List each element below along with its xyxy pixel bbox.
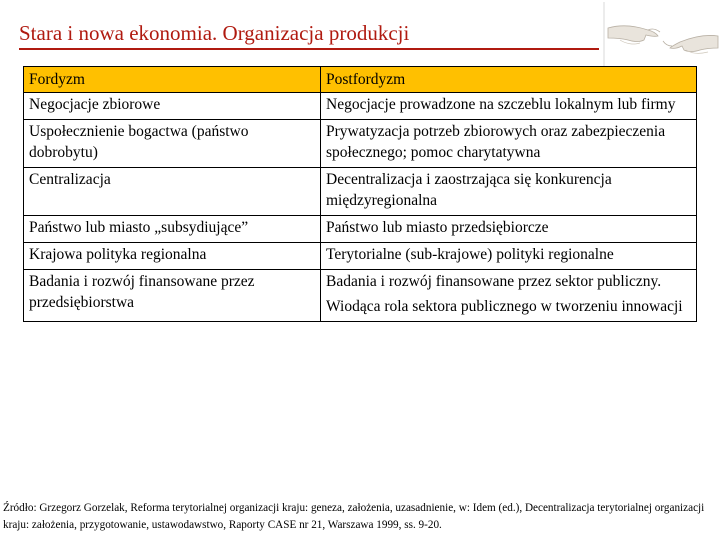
page-title: Stara i nowa ekonomia. Organizacja produkcji — [19, 21, 410, 45]
row-postfordyzm-cell: Decentralizacja i zaostrzająca się konkurencja międzyregionalna — [321, 168, 697, 216]
table-row — [24, 120, 697, 168]
row-fordyzm-cell: Centralizacja — [24, 168, 321, 216]
row-postfordyzm-cell: Negocjacje prowadzone na szczeblu lokalnym lub firmy — [321, 93, 697, 120]
row-postfordyzm-cell: Terytorialne (sub-krajowe) polityki regionalne — [321, 243, 697, 270]
table-row — [24, 243, 697, 270]
row-postfordyzm-cell: Prywatyzacja potrzeb zbiorowych oraz zabezpieczenia społecznego; pomoc charytatywna — [321, 120, 697, 168]
header-fordyzm: Fordyzm — [24, 67, 321, 93]
creation-of-adam-hands-icon — [600, 0, 720, 68]
table-row — [24, 168, 697, 216]
comparison-table — [23, 66, 697, 322]
table-row — [24, 216, 697, 243]
row-fordyzm-cell: Uspołecznienie bogactwa (państwo dobrobytu) — [24, 120, 321, 168]
title-underline — [19, 48, 599, 50]
row-postfordyzm-cell: Państwo lub miasto przedsiębiorcze — [321, 216, 697, 243]
row-fordyzm-cell: Krajowa polityka regionalna — [24, 243, 321, 270]
row-fordyzm-cell: Negocjacje zbiorowe — [24, 93, 321, 120]
source-citation: Źródło: Grzegorz Gorzelak, Reforma terytorialnej organizacji kraju: geneza, założenia, uzasadnienie, w: Idem (ed.), Decentralizacja terytorialnej organizacji kraju: założenia, przygotowanie, ustawodawstwo, Raporty CASE nr 21, Warszawa 1999, ss. 9-20. — [3, 502, 705, 531]
table-row — [24, 93, 697, 120]
row-fordyzm-cell: Badania i rozwój finansowane przez przedsiębiorstwa — [24, 270, 321, 322]
table-header-row — [24, 67, 697, 93]
row-postfordyzm-cell — [321, 270, 697, 322]
row-fordyzm-cell: Państwo lub miasto „subsydiujące” — [24, 216, 321, 243]
header-postfordyzm: Postfordyzm — [321, 67, 697, 93]
table-row — [24, 270, 697, 322]
row-postfordyzm-extra-text: Wiodąca rola sektora publicznego w tworzeniu innowacji — [326, 298, 683, 315]
row-postfordyzm-text: Badania i rozwój finansowane przez sektor publiczny. — [326, 273, 662, 290]
